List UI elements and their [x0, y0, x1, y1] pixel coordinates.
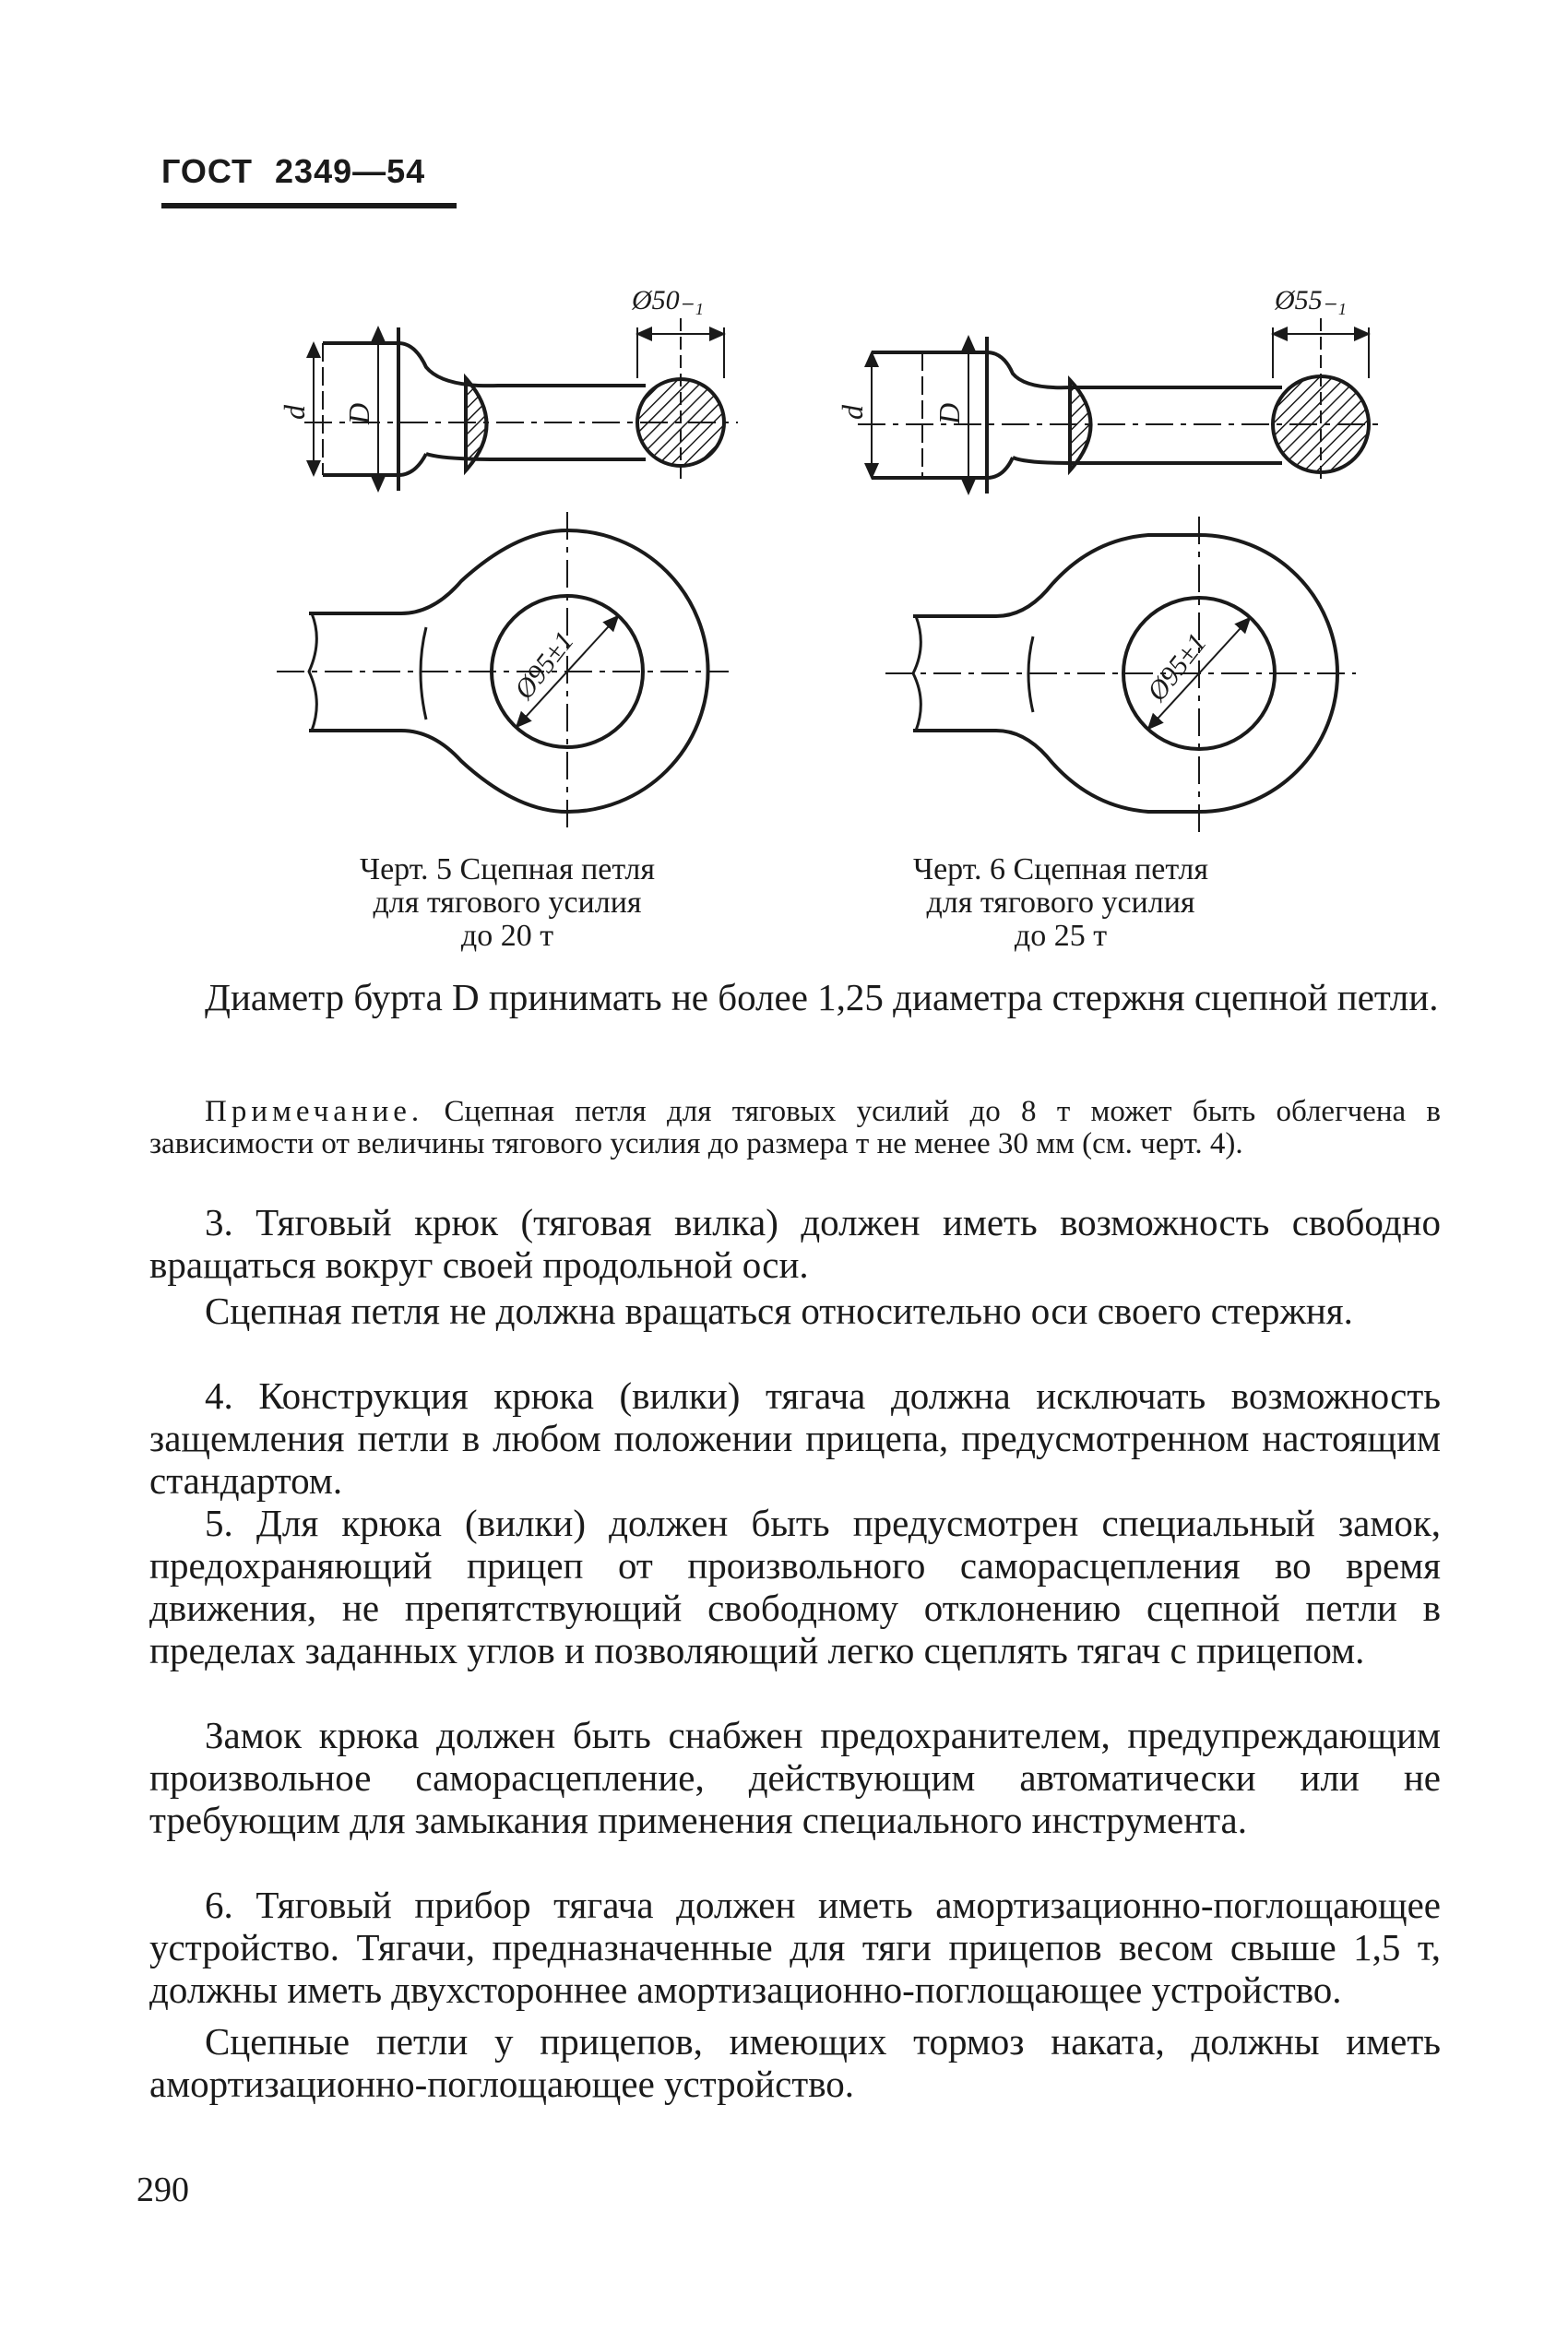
note-text: Сцепная петля для тяговых усилий до 8 т может быть облегчена в зависимости от величины тягового усилия до размера т не менее 30 мм (см. черт. 4). [149, 1095, 1442, 1160]
paragraph-5b: Замок крюка должен быть снабжен предохранителем, предупреждающим произвольное саморасцепление, действующим автоматически или не требующим для замыкания применения специального инструмента. [149, 1714, 1441, 1841]
figure5-dim-D: D [342, 402, 375, 424]
figure6-rod-diameter: Ø55₋₁ [1275, 285, 1347, 315]
paragraph-6: 6. Тяговый прибор тягача должен иметь амортизационно-поглощающее устройство. Тягачи, предназначенные для тяги прицепов весом свыше 1,5 т, должны иметь двухстороннее амортизационно-поглощающее устройство. [149, 1884, 1441, 2011]
figure6-caption: Черт. 6 Сцепная петля для тягового усилия до 25 т [912, 852, 1209, 953]
paragraph-3: 3. Тяговый крюк (тяговая вилка) должен иметь возможность свободно вращаться вокруг своей продольной оси. [149, 1201, 1441, 1286]
paragraph-6b: Сцепные петли у прицепов, имеющих тормоз наката, должны иметь амортизационно-поглощающее устройство. [149, 2020, 1441, 2105]
figure5-dim-d: d [278, 405, 311, 420]
page-number: 290 [137, 2170, 189, 2209]
paragraph-collar-diameter: Диаметр бурта D принимать не более 1,25 диаметра стержня сцепной петли. [205, 976, 1439, 1018]
note [149, 1096, 1441, 1160]
figure6-dim-D: D [932, 402, 966, 424]
figure6-hole-diameter: Ø95±1 [1141, 627, 1213, 708]
figure6-plan-view [885, 517, 1356, 835]
figure5-hole-diameter: Ø95±1 [508, 625, 580, 706]
figure6-dim-d: d [836, 405, 869, 420]
note-label: Примечание. [205, 1095, 424, 1128]
standard-number: 2349—54 [275, 152, 426, 190]
figure5-rod-diameter: Ø50₋₁ [632, 285, 704, 315]
paragraph-5: 5. Для крюка (вилки) должен быть предусмотрен специальный замок, предохраняющий прицеп от произвольного саморасцепления во время движения, не препятствующий свободному отклонению сцепной петли в пределах заданных углов и позволяющий легко сцеплять тягач с прицепом. [149, 1502, 1441, 1671]
figure5-plan-view [277, 512, 729, 835]
paragraph-4: 4. Конструкция крюка (вилки) тягача должна исключать возможность защемления петли в любом положении прицепа, предусмотренном настоящим стандартом. [149, 1374, 1441, 1502]
standard-label: ГОСТ [161, 152, 254, 190]
figure5-caption: Черт. 5 Сцепная петля для тягового усилия до 20 т [359, 852, 656, 953]
paragraph-3b: Сцепная петля не должна вращаться относительно оси своего стержня. [205, 1290, 1353, 1332]
technical-drawings [0, 0, 1568, 996]
